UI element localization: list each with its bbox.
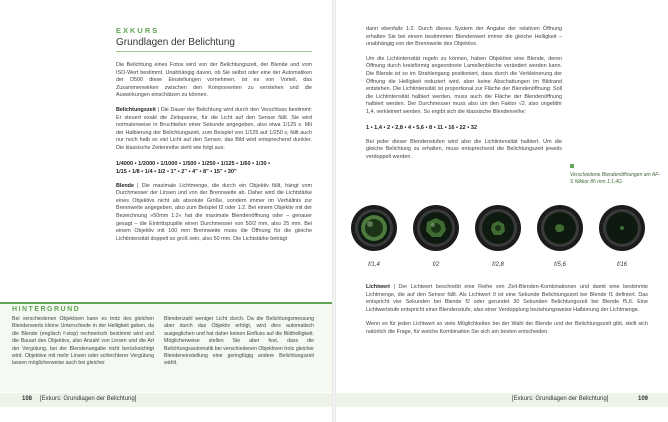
term-belichtungszeit: Belichtungszeit (116, 106, 156, 113)
running-title-right: [Exkurs: Grundlagen der Belichtung] (512, 396, 609, 402)
paragraph-combination: Wenn es für jeden Lichtwert so viele Möglichkeiten bei der Wahl der Blende und der Belichtungszeit gibt, stellt sich natürlich die Frage, für welche Kombination Sie sich am besten entscheiden. (366, 321, 648, 335)
left-text-column (116, 62, 312, 250)
hint-label: HINTERGRUND (12, 306, 81, 313)
lens-f1-4-graphic (350, 204, 398, 252)
lens-f2-8-graphic (474, 204, 522, 252)
lens-label-f2-8: f/2,8 (492, 262, 504, 268)
paragraph-exposure-value-text: | Der Lichtwert beschreibt eine Reihe von Zeit-Blenden-Kombinationen und damit eine bestimmte Lichtmenge, die auf den Sensor fällt. Als Lichtwert 0 ist eine Sekunde Belichtungszeit bei Blende f1 definiert. Das entspricht vier Sekunden bei Blende f2 oder gerundet 30 Sekunden Belichtungszeit bei Blende f5,6. Eine Lichtwertstufe entspricht einer Blendenstufe, also einer Verdopplung beziehungsweise Halbierung der Lichtmenge. (366, 284, 648, 313)
lens-label-f1-4: f/1,4 (368, 262, 380, 268)
lens-image-f5-6 (536, 204, 584, 252)
running-title-left: [Exkurs: Grundlagen der Belichtung] (40, 396, 137, 402)
title-rule (116, 51, 312, 52)
lens-image-f16 (598, 204, 646, 252)
paragraph-diaphragm: Um die Lichtintensität regeln zu können, haben Objektive eine Blende, deren Öffnung durch kreisförmig angeordnete Lamellenbleche verändert werden kann. Die Blende ist so im Strahlengang positioniert, dass durch die Verkleinerung der Öffnung die Helligkeit reduziert wird, aber keine Abschattungen im Bildrand entstehen. Die Lichtintensität ist proportional zur Fläche der Blendenöffnung: Soll die Lichtintensität halbiert werden, muss auch die Fläche der Blendenöffnung halbiert werden. Der Durchmesser muss also um den Faktor √2, also ungefähr 1,4, verkleinert werden. So ergibt sich die klassische Blendenreihe: (366, 55, 562, 115)
paragraph-intro: Die Belichtung eines Fotos wird von der Belichtungszeit, der Blende und vom ISO-Wert bestimmt. Unabhängig davon, ob Sie selbst oder eine der Automatiken der D500 diese Einstellungen vornehmen, ist es von Vorteil, das Zusammenwirken zwischen den Komponenten zu verstehen und die Auswirkungen einschätzen zu können. (116, 62, 312, 99)
right-text-column-bottom (366, 284, 648, 344)
term-lichtwert: Lichtwert (366, 284, 390, 290)
lens-image-f1-4 (350, 204, 398, 252)
paragraph-aperture (116, 183, 312, 244)
paragraph-aperture-text: | Die maximale Lichtmenge, die durch ein Objektiv fällt, hängt vom Durchmesser der Linsen und von der Brennweite ab. Daher wird die Lichtstärke eines Objektivs nicht als absolute Größe, sondern immer im Verhältnis zur Brennweite angegeben, also zum Beispiel f2 oder 1:2. Bei einem Objektiv mit der Bezeichnung »50mm 1:2« hat die maximale Blendenöffnung oder – genauer gesagt – die Eintrittspupille einen Durchmesser von 50/2 mm, also 25 mm. Bei einem Objektiv mit 100 mm Brennweite muss die Öffnung für die gleiche Lichtintensität doppelt so groß sein, also 50 mm. Die Lichtstärke beträgt (116, 182, 312, 242)
aperture-figure (350, 204, 650, 268)
shutter-series (116, 160, 312, 176)
footer-bar-right (336, 393, 668, 407)
paragraph-halving: Bei jeder dieser Blendenstufen wird also die Lichtintensität halbiert. Um die gleiche Belichtung zu erhalten, muss entsprechend die Belichtungszeit jeweils verdoppelt werden. (366, 138, 562, 160)
aperture-series: 1 • 1,4 • 2 • 2,8 • 4 • 5,6 • 8 • 11 • 16 • 22 • 32 (366, 124, 478, 131)
lens-f16-graphic (598, 204, 646, 252)
section-title: Grundlagen der Belichtung (116, 37, 235, 48)
figure-caption: Verschiedene Blendenöffnungen am AF-S Nikkor 85 mm 1:1,4G (570, 172, 660, 185)
paragraph-exposure-value (366, 284, 648, 314)
hint-column-1: Bei verschiedenen Objektiven kann es trotz des gleichen Blendenwerts kleine Unterschiede in der Helligkeit geben, da die Blende (englisch f-stop) rechnerisch bestimmt wird und die Bauart des Objektivs, also Anzahl von Linsen und die Art der Vergütung, bei der Blendenangabe nicht berücksichtigt wird. Objektive mit mehr Linsen oder schlechterer Vergütung lassen möglicherweise auch bei gleicher (12, 316, 154, 367)
lens-f2-graphic (412, 204, 460, 252)
page-number-right: 109 (638, 396, 649, 402)
right-text-column-top (366, 26, 562, 168)
page-number-left: 108 (22, 396, 33, 402)
lens-f5-6-graphic (536, 204, 584, 252)
left-page (0, 0, 332, 422)
lens-label-f2: f/2 (432, 262, 440, 268)
term-blende: Blende (116, 182, 134, 189)
paragraph-relative-aperture: dann ebenfalls 1:2. Durch dieses System der Angabe der relativen Öffnung erhalten Sie bei einem bestimmten Blendenwert immer die gleiche Helligkeit – unabhängig von der Brennweite des Objektivs. (366, 26, 562, 48)
lens-image-f2 (412, 204, 460, 252)
paragraph-shutter (116, 107, 312, 153)
hint-column-2: Blendenzahl weniger Licht durch. Da die Belichtungsmessung aber durch das Objektiv erfolgt, wird dies automatisch ausgeglichen und hat daher keinen Einfluss auf die Bildhelligkeit. Möglicherweise stellen Sie aber fest, dass die Belichtungsautomatik bei verschiedenen Objektiven trotz gleicher Blendeneinstellung eine geringfügig andere Belichtungszeit wählt. (164, 316, 314, 367)
right-page (336, 0, 668, 422)
section-kicker: EXKURS (116, 26, 160, 35)
lens-label-f16: f/16 (616, 262, 627, 268)
caption-marker (570, 164, 574, 168)
lens-image-f2-8 (474, 204, 522, 252)
shutter-series-line-2: 1/15 • 1/8 • 1/4 • 1/2 • 1" • 2" • 4" • 8" • 15" • 30" (116, 168, 237, 175)
lens-label-f5-6: f/5,6 (554, 262, 566, 268)
paragraph-shutter-text: | Die Dauer der Belichtung wird durch den Verschluss bestimmt: Er steuert exakt die Zeitspanne, für die Licht auf den Sensor fällt. Sie wird normalerweise in Bruchteilen einer Sekunde angegeben, also etwa 1/125 s. Mit der Halbierung der Belichtungszeit, zum Beispiel von 1/125 auf 1/250 s, fällt auch nur noch halb so viel Licht auf den Sensor, das Bild wird entsprechend dunkler. Die klassische Zeitenreihe sieht wie folgt aus: (116, 106, 312, 151)
shutter-series-line-1: 1/4000 • 1/2000 • 1/1000 • 1/500 • 1/250 • 1/125 • 1/60 • 1/30 • (116, 160, 271, 167)
